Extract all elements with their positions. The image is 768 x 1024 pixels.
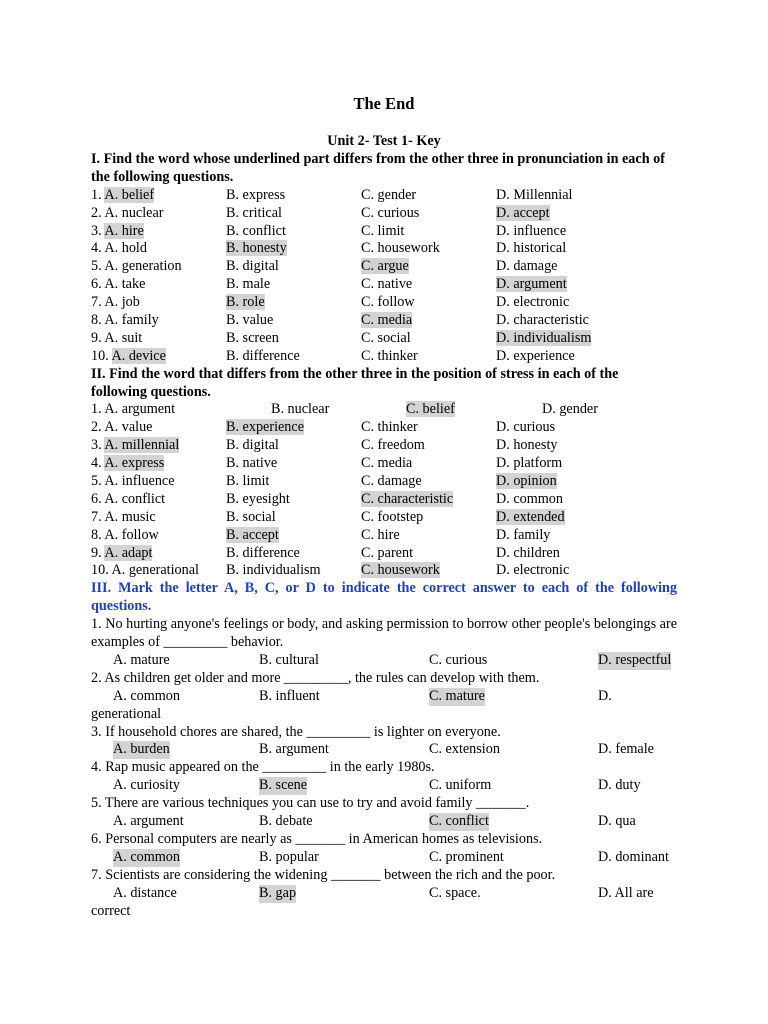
- option-choice: C. conflict: [429, 813, 489, 830]
- answer-option: D. common: [496, 490, 563, 507]
- answer-highlight: C. argue: [361, 258, 409, 275]
- answer-option: [226, 294, 265, 312]
- option-number: 10.: [91, 347, 112, 364]
- section-3-questions: [91, 616, 677, 920]
- section-2-rows: [91, 401, 677, 580]
- answer-highlight: B. experience: [226, 419, 304, 436]
- answer-highlight: A. hire: [104, 222, 144, 239]
- question-text: 4. Rap music appeared on the _________ in the early 1980s.: [91, 759, 435, 776]
- answer-row: [91, 509, 677, 527]
- answer-row: [91, 562, 677, 580]
- answer-option: D. Millennial: [496, 186, 573, 203]
- answer-option: [91, 545, 152, 563]
- option-row: [91, 849, 677, 867]
- answer-option: [91, 455, 164, 473]
- answer-option: D. electronic: [496, 294, 570, 311]
- answer-option: [226, 527, 279, 545]
- answer-highlight: D. individualism: [496, 329, 592, 346]
- option-row: [91, 777, 677, 795]
- answer-option: B. digital: [226, 258, 279, 275]
- option-number: 4.: [91, 455, 105, 472]
- answer-highlight: D. accept: [496, 204, 550, 221]
- option-row: [91, 885, 677, 903]
- answer-option: [496, 205, 550, 223]
- option-choice: A. argument: [113, 813, 184, 830]
- option-choice: B. gap: [259, 884, 297, 901]
- option-row: [91, 741, 677, 759]
- answer-option: C. limit: [361, 222, 405, 239]
- answer-option: D. honesty: [496, 437, 558, 454]
- answer-option: C. thinker: [361, 419, 418, 436]
- option-number: 9.: [91, 544, 105, 561]
- answer-option: [406, 401, 455, 419]
- answer-option: 7. A. music: [91, 508, 156, 525]
- answer-option: C. native: [361, 276, 413, 293]
- answer-row: [91, 276, 677, 294]
- option-choice: D. All are: [598, 884, 654, 901]
- answer-row: [91, 205, 677, 223]
- answer-option: [496, 330, 591, 348]
- answer-option: 2. A. value: [91, 419, 153, 436]
- answer-option: [361, 312, 412, 330]
- answer-option: 4. A. hold: [91, 240, 147, 257]
- answer-option: D. influence: [496, 222, 567, 239]
- option-choice: B. argument: [259, 741, 329, 758]
- answer-option: 2. A. nuclear: [91, 204, 164, 221]
- option-choice: C. curious: [429, 651, 488, 668]
- answer-option: [91, 223, 144, 241]
- answer-option: 7. A. job: [91, 294, 140, 311]
- answer-option: D. characteristic: [496, 311, 589, 328]
- option-choice: A. curiosity: [113, 777, 180, 794]
- answer-option: 6. A. conflict: [91, 490, 166, 507]
- section-1-rows: [91, 187, 677, 366]
- answer-option: [496, 509, 565, 527]
- answer-option: B. native: [226, 455, 278, 472]
- answer-option: C. hire: [361, 526, 400, 543]
- option-choice: A. mature: [113, 651, 170, 668]
- answer-highlight: A. millennial: [104, 437, 180, 454]
- answer-option: B. express: [226, 186, 286, 203]
- answer-highlight: B. role: [226, 294, 265, 311]
- option-number: 3.: [91, 437, 105, 454]
- answer-row: [91, 491, 677, 509]
- answer-option: C. curious: [361, 204, 420, 221]
- question-text: 3. If household chores are shared, the _________ is lighter on everyone.: [91, 723, 501, 740]
- answer-option: [91, 437, 179, 455]
- option-choice: A. burden: [113, 741, 170, 758]
- answer-option: 1. A. argument: [91, 401, 176, 418]
- answer-option: B. nuclear: [271, 401, 330, 418]
- answer-row: [91, 223, 677, 241]
- answer-highlight: C. characteristic: [361, 490, 454, 507]
- answer-option: D. historical: [496, 240, 567, 257]
- answer-option: D. curious: [496, 419, 556, 436]
- option-choice: C. extension: [429, 741, 500, 758]
- answer-highlight: B. accept: [226, 526, 279, 543]
- option-choice: D. female: [598, 741, 654, 758]
- answer-option: [361, 562, 440, 580]
- answer-option: B. value: [226, 311, 274, 328]
- answer-option: B. difference: [226, 347, 300, 364]
- answer-option: 8. A. follow: [91, 526, 159, 543]
- option-choice: B. influent: [259, 687, 320, 704]
- answer-option: [496, 276, 567, 294]
- answer-option: [496, 473, 557, 491]
- option-choice: A. common: [113, 848, 180, 865]
- option-choice: A. common: [113, 687, 180, 704]
- answer-option: C. media: [361, 455, 413, 472]
- option-choice: B. debate: [259, 813, 313, 830]
- answer-option: B. eyesight: [226, 490, 290, 507]
- answer-highlight: D. opinion: [496, 473, 557, 489]
- answer-option: 10. A. generational: [91, 562, 199, 579]
- answer-option: D. platform: [496, 455, 563, 472]
- option-choice: D. respectful: [598, 651, 672, 668]
- answer-row: [91, 455, 677, 473]
- answer-option: [91, 187, 154, 205]
- question-text: 5. There are various techniques you can use to try and avoid family _______.: [91, 795, 530, 812]
- answer-option: C. thinker: [361, 347, 418, 364]
- question-text: 6. Personal computers are nearly as _______ in American homes as televisions.: [91, 830, 543, 847]
- option-choice: B. scene: [259, 777, 308, 794]
- answer-option: C. gender: [361, 186, 417, 203]
- answer-option: C. freedom: [361, 437, 425, 454]
- answer-option: D. electronic: [496, 562, 570, 579]
- answer-option: [91, 348, 166, 366]
- answer-option: D. damage: [496, 258, 558, 275]
- answer-option: 5. A. influence: [91, 473, 175, 489]
- answer-option: [226, 419, 304, 437]
- answer-highlight: C. media: [361, 311, 413, 328]
- option-wrap: generational: [91, 705, 162, 722]
- answer-row: [91, 545, 677, 563]
- answer-highlight: A. express: [104, 455, 165, 472]
- option-choice: C. mature: [429, 687, 485, 704]
- answer-option: D. gender: [542, 401, 598, 418]
- question-text: 1. No hurting anyone's feelings or body, and asking permission to borrow other people's belongings are examples of _________ behavior.: [91, 616, 677, 651]
- option-choice: C. uniform: [429, 777, 492, 794]
- answer-option: [361, 258, 409, 276]
- answer-row: [91, 294, 677, 312]
- answer-row: [91, 312, 677, 330]
- answer-row: [91, 258, 677, 276]
- option-choice: C. prominent: [429, 848, 504, 865]
- option-wrap: correct: [91, 902, 131, 919]
- answer-row: [91, 240, 677, 258]
- answer-highlight: A. belief: [104, 186, 155, 203]
- answer-option: B. social: [226, 508, 276, 525]
- answer-highlight: C. housework: [361, 562, 440, 579]
- answer-option: C. damage: [361, 473, 422, 489]
- answer-option: 9. A. suit: [91, 329, 143, 346]
- answer-option: 8. A. family: [91, 311, 159, 328]
- answer-highlight: A. adapt: [104, 544, 153, 561]
- section-2-heading: II. Find the word that differs from the other three in the position of stress in each of the following questions.: [91, 365, 619, 400]
- answer-highlight: B. honesty: [226, 240, 287, 257]
- answer-option: D. experience: [496, 347, 575, 364]
- answer-option: B. critical: [226, 204, 282, 221]
- answer-option: C. social: [361, 329, 411, 346]
- answer-option: B. male: [226, 276, 271, 293]
- answer-highlight: C. belief: [406, 401, 455, 418]
- answer-option: [361, 491, 453, 509]
- option-choice: D.: [598, 687, 612, 704]
- answer-option: B. conflict: [226, 222, 286, 239]
- answer-option: C. parent: [361, 544, 414, 561]
- option-choice: C. space.: [429, 884, 481, 901]
- answer-row: [91, 437, 677, 455]
- option-number: 1.: [91, 186, 105, 203]
- option-choice: D. duty: [598, 777, 641, 794]
- answer-option: B. individualism: [226, 562, 321, 579]
- answer-highlight: D. extended: [496, 508, 565, 525]
- answer-highlight: A. device: [111, 347, 166, 364]
- answer-option: [226, 240, 287, 258]
- section-3-heading: III. Mark the letter A, B, C, or D to indicate the correct answer to each of the following questions.: [91, 580, 677, 615]
- question-text: 2. As children get older and more _________, the rules can develop with them.: [91, 669, 540, 686]
- answer-option: D. family: [496, 526, 551, 543]
- answer-option: B. difference: [226, 544, 300, 561]
- option-choice: D. dominant: [598, 848, 669, 865]
- option-choice: B. popular: [259, 848, 319, 865]
- document-content: [91, 133, 677, 920]
- option-choice: B. cultural: [259, 651, 319, 668]
- page-title: The End: [353, 94, 415, 113]
- answer-row: [91, 419, 677, 437]
- option-choice: D. qua: [598, 813, 636, 830]
- answer-row: [91, 473, 677, 491]
- answer-row: [91, 330, 677, 348]
- answer-row: [91, 401, 677, 419]
- answer-option: D. children: [496, 544, 560, 561]
- answer-option: B. limit: [226, 473, 270, 489]
- answer-option: B. digital: [226, 437, 279, 454]
- option-row: [91, 688, 677, 706]
- option-row: [91, 652, 677, 670]
- answer-highlight: D. argument: [496, 276, 567, 293]
- answer-row: [91, 187, 677, 205]
- question-text: 7. Scientists are considering the widening _______ between the rich and the poor.: [91, 866, 556, 883]
- option-number: 3.: [91, 222, 105, 239]
- answer-row: [91, 527, 677, 545]
- answer-option: 6. A. take: [91, 276, 146, 293]
- answer-option: 5. A. generation: [91, 258, 182, 275]
- answer-option: C. housework: [361, 240, 440, 257]
- answer-option: B. screen: [226, 329, 279, 346]
- section-1-heading: I. Find the word whose underlined part differs from the other three in pronunciation in each of the following questions.: [91, 150, 665, 185]
- answer-row: [91, 348, 677, 366]
- answer-option: C. footstep: [361, 508, 424, 525]
- test-subtitle: Unit 2- Test 1- Key: [327, 133, 441, 149]
- answer-option: C. follow: [361, 294, 415, 311]
- option-choice: A. distance: [113, 884, 177, 901]
- option-row: [91, 813, 677, 831]
